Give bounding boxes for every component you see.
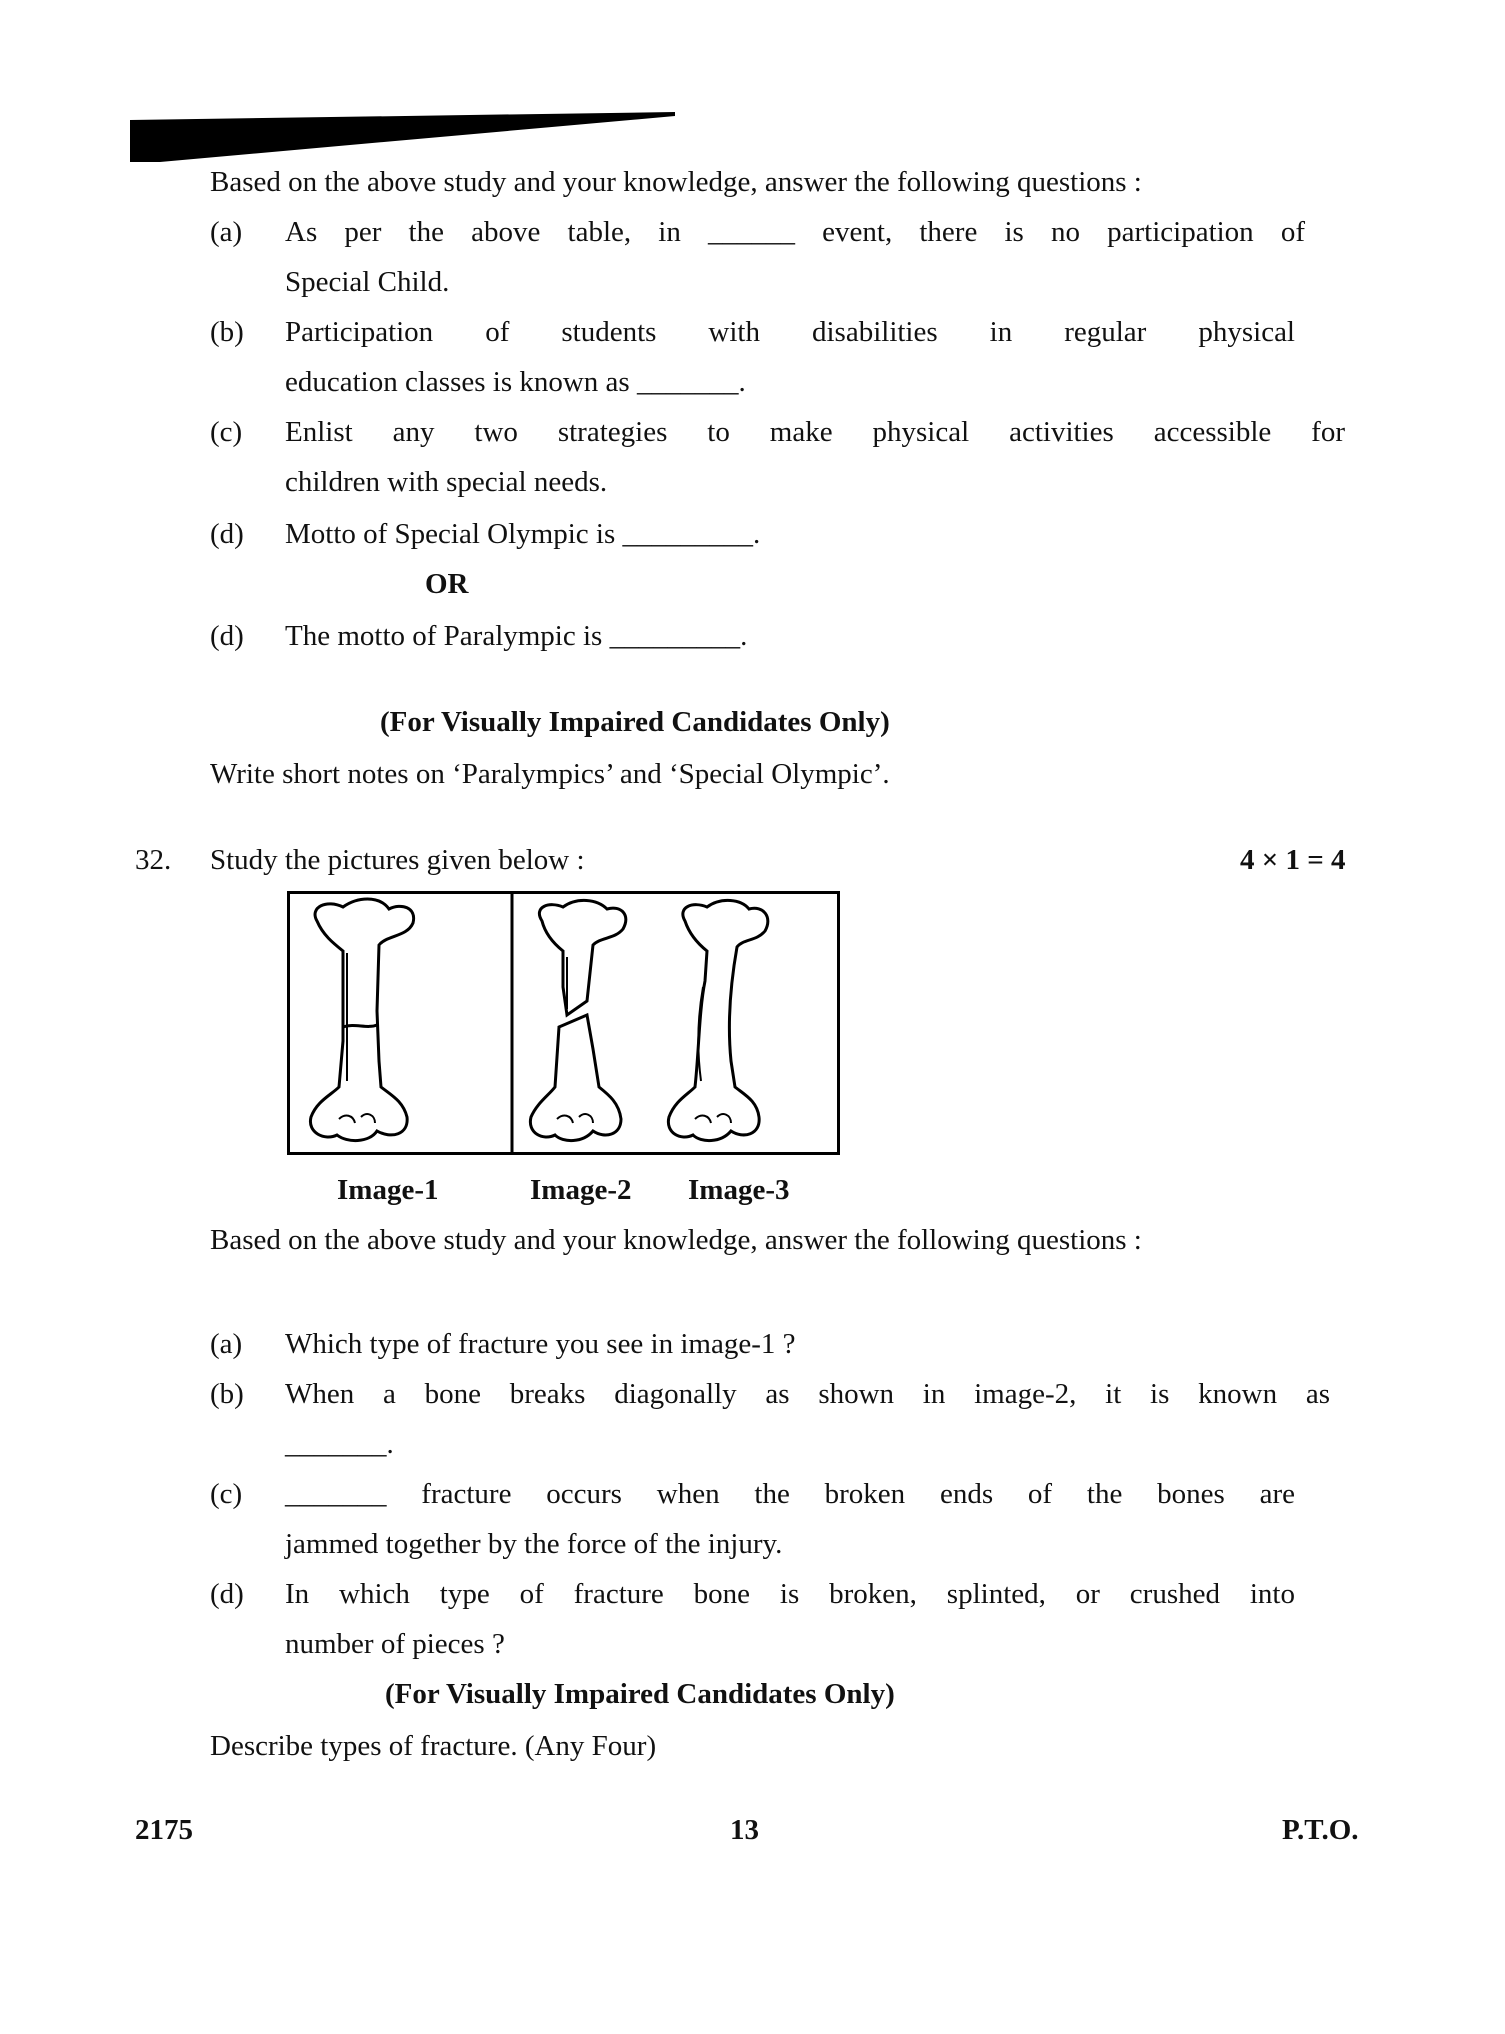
q32-item-c-text: _______ fracture occurs when the broken ends of the bones are <box>285 1478 1295 1510</box>
q32-item-a-label: (a) <box>210 1328 243 1360</box>
item-b-text: Participation of students with disabilities in regular physical <box>285 316 1295 348</box>
item-c-text-2: children with special needs. <box>285 466 608 498</box>
q32-item-a-text: Which type of fracture you see in image-1 ? <box>285 1328 796 1360</box>
redaction-bar <box>130 112 680 164</box>
page-number: 13 <box>730 1814 759 1846</box>
item-d-alt-text: The motto of Paralympic is _________. <box>285 620 748 652</box>
pto-label: P.T.O. <box>1282 1814 1359 1846</box>
q32-item-d-text-2: number of pieces ? <box>285 1628 505 1660</box>
vi-text-1: Write short notes on ‘Paralympics’ and ‘Special Olympic’. <box>210 758 890 790</box>
item-b-text-2: education classes is known as _______. <box>285 366 746 398</box>
caption-image-1: Image-1 <box>337 1174 439 1206</box>
item-c-label: (c) <box>210 416 243 448</box>
question-prompt: Study the pictures given below : <box>210 844 585 876</box>
item-d-text: Motto of Special Olympic is _________. <box>285 518 761 550</box>
vi-heading-2: (For Visually Impaired Candidates Only) <box>385 1678 895 1710</box>
or-separator: OR <box>425 568 469 600</box>
vi-heading-1: (For Visually Impaired Candidates Only) <box>380 706 890 738</box>
item-d-alt-label: (d) <box>210 620 244 652</box>
q32-item-b-text-2: _______. <box>285 1428 394 1460</box>
section1-intro: Based on the above study and your knowledge, answer the following questions : <box>210 166 1142 198</box>
q32-item-d-label: (d) <box>210 1578 244 1610</box>
item-a-label: (a) <box>210 216 243 248</box>
item-d-label: (d) <box>210 518 244 550</box>
q32-item-b-label: (b) <box>210 1378 244 1410</box>
item-c-text: Enlist any two strategies to make physical activities accessible for <box>285 416 1345 448</box>
marks: 4 × 1 = 4 <box>1240 844 1346 876</box>
paper-code: 2175 <box>135 1814 193 1846</box>
item-b-label: (b) <box>210 316 244 348</box>
question-number: 32. <box>135 844 172 876</box>
q32-item-b-text: When a bone breaks diagonally as shown in image-2, it is known as <box>285 1378 1330 1410</box>
caption-image-2: Image-2 <box>530 1174 632 1206</box>
q32-item-c-label: (c) <box>210 1478 243 1510</box>
fracture-figure <box>287 891 840 1155</box>
caption-image-3: Image-3 <box>688 1174 790 1206</box>
q32-item-d-text: In which type of fracture bone is broken, splinted, or crushed into <box>285 1578 1295 1610</box>
q32-item-c-text-2: jammed together by the force of the injury. <box>285 1528 783 1560</box>
item-a-text: As per the above table, in ______ event, there is no participation of <box>285 216 1305 248</box>
vi-text-2: Describe types of fracture. (Any Four) <box>210 1730 657 1762</box>
item-a-text-2: Special Child. <box>285 266 450 298</box>
q32-intro: Based on the above study and your knowledge, answer the following questions : <box>210 1224 1142 1256</box>
